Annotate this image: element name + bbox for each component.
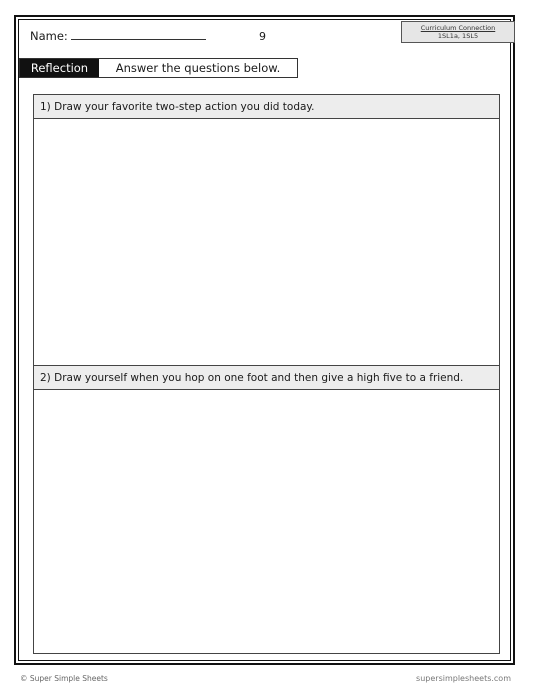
reflection-instruction: Answer the questions below. — [115, 61, 281, 75]
curriculum-title: Curriculum Connection — [420, 24, 496, 32]
reflection-bar — [19, 58, 298, 78]
question-2-label: 2) Draw yourself when you hop on one foot and then give a high five to a friend. — [34, 366, 499, 390]
question-2-box — [33, 366, 500, 654]
footer-website: supersimplesheets.com — [416, 674, 511, 683]
name-label: Name: — [30, 29, 68, 43]
question-1-box — [33, 94, 500, 366]
curriculum-codes: 1SL1a, 1SL5 — [437, 32, 479, 40]
reflection-tag: Reflection — [20, 59, 99, 77]
question-1-drawing-area[interactable] — [34, 119, 499, 365]
question-1-label: 1) Draw your favorite two-step action you did today. — [34, 95, 499, 119]
footer-copyright: © Super Simple Sheets — [20, 674, 108, 683]
question-2-drawing-area[interactable] — [34, 390, 499, 652]
name-input-line[interactable] — [71, 29, 206, 40]
name-field-row — [30, 29, 206, 43]
page-number: 9 — [259, 30, 266, 43]
curriculum-connection-box — [401, 21, 515, 43]
